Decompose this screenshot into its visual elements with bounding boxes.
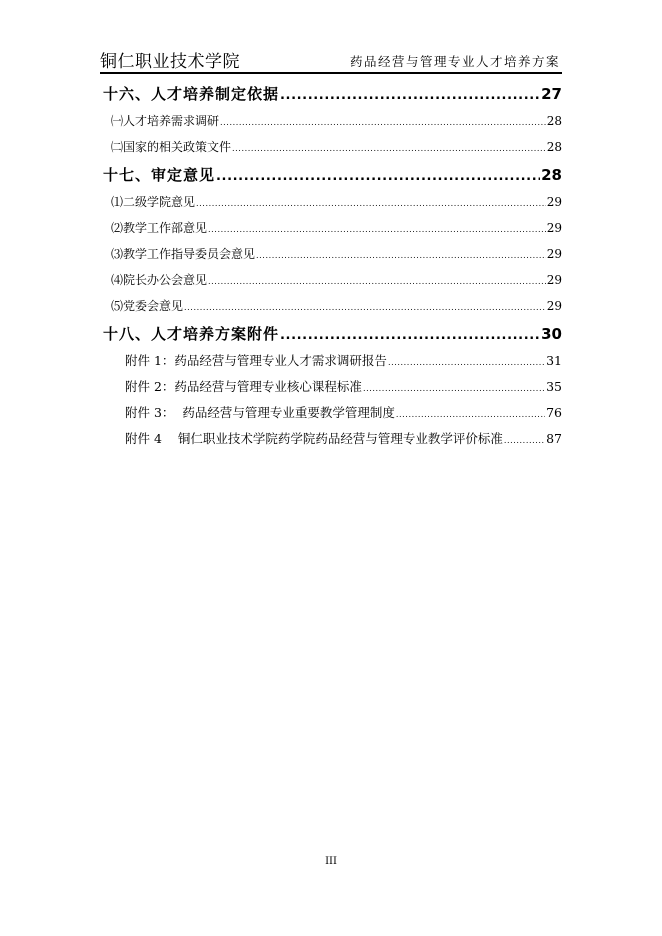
toc-page-number: 31 [546, 353, 562, 368]
toc-page-number: 87 [546, 431, 562, 446]
toc-item-title: ⑶教学工作指导委员会意见 [111, 247, 256, 261]
toc-item-title: 附件 1：药品经营与管理专业人才需求调研报告 [125, 353, 387, 368]
toc-page-number: 29 [546, 221, 562, 235]
toc-page-number: 76 [546, 405, 562, 420]
dot-leader [196, 195, 546, 209]
dot-leader [220, 114, 546, 128]
toc-attachment-3[interactable] [103, 403, 562, 421]
dot-leader [256, 247, 546, 261]
toc-page-number: 35 [546, 379, 562, 394]
dot-leader [504, 431, 545, 446]
toc-item-title: ⑷院长办公会意见 [111, 273, 208, 287]
page-header [100, 44, 562, 72]
toc-page-number: 27 [541, 85, 562, 103]
toc-item-policy-documents[interactable] [103, 138, 562, 155]
toc-page-number: 29 [546, 299, 562, 313]
toc-item-title: ⑸党委会意见 [111, 299, 184, 313]
toc-page-number: 29 [546, 247, 562, 261]
header-divider [100, 72, 562, 74]
institution-name: 铜仁职业技术学院 [100, 52, 240, 72]
dot-leader [208, 273, 546, 287]
toc-section-title: 十七、审定意见 [103, 166, 216, 184]
toc-page-number: 29 [546, 273, 562, 287]
toc-section-title: 十六、人才培养制定依据 [103, 85, 280, 103]
toc-item-demand-survey[interactable] [103, 112, 562, 129]
toc-page-number: 30 [541, 325, 562, 343]
toc-page-number: 28 [546, 114, 562, 128]
dot-leader [388, 353, 545, 368]
toc-attachment-2[interactable] [103, 377, 562, 395]
toc-item-president-office-opinion[interactable] [103, 271, 562, 288]
toc-item-title: ⑵教学工作部意见 [111, 221, 208, 235]
toc-page-number: 28 [541, 166, 562, 184]
dot-leader [216, 166, 540, 184]
toc-page-number: 28 [546, 140, 562, 154]
toc-section-18[interactable] [103, 323, 562, 344]
toc-item-college-opinion[interactable] [103, 193, 562, 210]
toc-item-title: ⑴二级学院意见 [111, 195, 196, 209]
toc-section-16[interactable] [103, 83, 562, 104]
toc-attachment-4[interactable] [103, 429, 562, 447]
toc-section-17[interactable] [103, 164, 562, 185]
dot-leader [208, 221, 546, 235]
dot-leader [280, 325, 540, 343]
dot-leader [184, 299, 546, 313]
dot-leader [396, 405, 545, 420]
toc-item-title: ㈡国家的相关政策文件 [111, 140, 232, 154]
toc-page-number: 29 [546, 195, 562, 209]
toc-item-party-committee-opinion[interactable] [103, 297, 562, 314]
toc-item-title: 附件 3： 药品经营与管理专业重要教学管理制度 [125, 405, 395, 420]
toc-item-title: 附件 2：药品经营与管理专业核心课程标准 [125, 379, 362, 394]
toc-attachment-1[interactable] [103, 351, 562, 369]
toc-item-title: ㈠人才培养需求调研 [111, 114, 220, 128]
toc-item-teaching-dept-opinion[interactable] [103, 219, 562, 236]
dot-leader [363, 379, 545, 394]
page-number-footer: III [325, 856, 337, 867]
toc-item-committee-opinion[interactable] [103, 245, 562, 262]
toc-section-title: 十八、人才培养方案附件 [103, 325, 280, 343]
dot-leader [280, 85, 540, 103]
document-title: 药品经营与管理专业人才培养方案 [349, 54, 560, 69]
dot-leader [232, 140, 546, 154]
toc-item-title: 附件 4 铜仁职业技术学院药学院药品经营与管理专业教学评价标准 [125, 431, 503, 446]
